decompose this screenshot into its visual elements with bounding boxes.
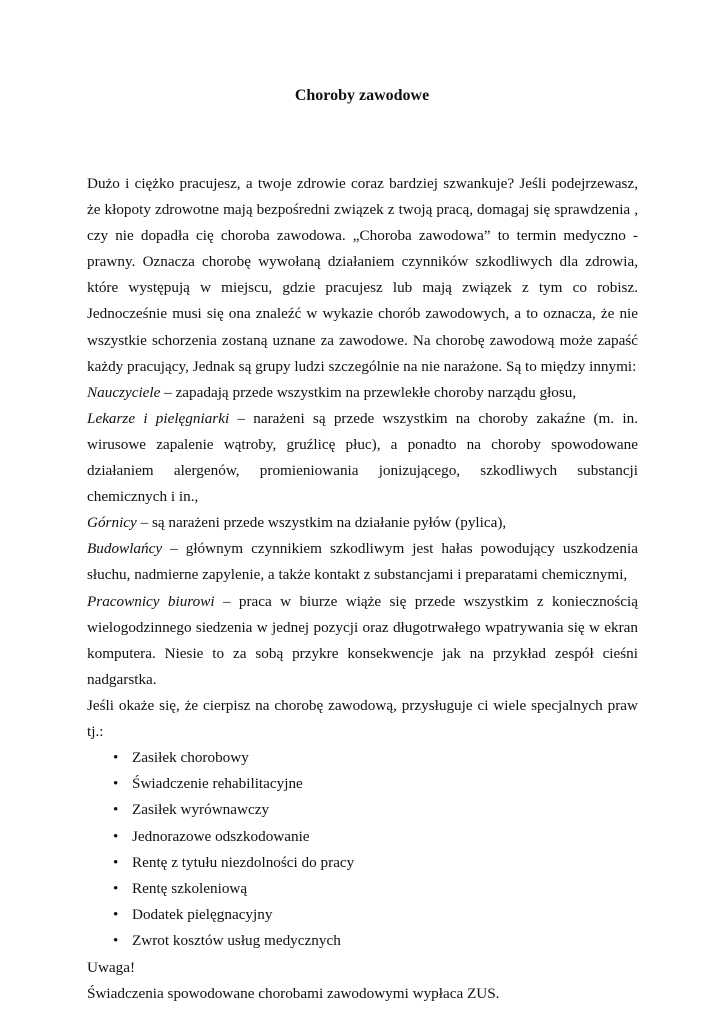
rights-list [87, 745, 638, 955]
bullet-icon: • [113, 775, 119, 793]
list-item-label: Jednorazowe odszkodowanie [132, 827, 310, 845]
group-paragraph [87, 589, 638, 693]
bullet-icon: • [113, 749, 119, 767]
group-name: Lekarze i pielęgniarki [87, 409, 230, 427]
page-title: Choroby zawodowe [294, 87, 430, 104]
list-item [87, 876, 638, 902]
group-name: Nauczyciele [87, 383, 161, 401]
group-name: Górnicy [87, 514, 137, 532]
group-name: Pracownicy biurowi [87, 592, 215, 610]
list-item-label: Zasiłek chorobowy [132, 749, 249, 767]
group-paragraph [87, 510, 638, 536]
bullet-icon: • [113, 880, 119, 898]
group-description: – są narażeni przede wszystkim na działanie pyłów (pylica), [136, 514, 507, 532]
bullet-icon: • [113, 801, 119, 819]
note-text: Świadczenia spowodowane chorobami zawodowymi wypłaca ZUS. [87, 984, 500, 1002]
list-item [87, 797, 638, 823]
list-item-label: Rentę szkoleniową [132, 880, 248, 898]
list-item [87, 850, 638, 876]
group-paragraph [87, 406, 638, 510]
document-body [87, 171, 638, 1007]
list-item [87, 824, 638, 850]
group-paragraph [87, 536, 638, 588]
list-item [87, 928, 638, 954]
group-name: Budowlańcy [87, 540, 163, 558]
note-label: Uwaga! [87, 958, 136, 976]
list-item [87, 902, 638, 928]
rights-intro: Jeśli okaże się, że cierpisz na chorobę zawodową, przysługuje ci wiele specjalnych praw tj.: [87, 696, 638, 740]
intro-paragraph: Dużo i ciężko pracujesz, a twoje zdrowie coraz bardziej szwankuje? Jeśli podejrzewasz, że kłopoty zdrowotne mają bezpośredni związek z twoją pracą, domagaj się sprawdzenia , czy nie dopadła cię choroba zawodowa. „Choroba zawodowa” to termin medyczno - prawny. Oznacza chorobę wywołaną działaniem czynników szkodliwych dla zdrowia, które występują w miejscu, gdzie pracujesz lub mają związek z tym co robisz. Jednocześnie musi się ona znaleźć w wykazie chorób zawodowych, a to oznacza, że nie wszystkie schorzenia zostaną uznane za zawodowe. Na chorobę zawodową może zapaść każdy pracujący, Jednak są grupy ludzi szczególnie na nie narażone. Są to między innymi: [87, 175, 638, 375]
bullet-icon: • [113, 906, 119, 924]
list-item-label: Rentę z tytułu niezdolności do pracy [132, 853, 355, 871]
list-item-label: Zasiłek wyrównawczy [132, 801, 270, 819]
bullet-icon: • [113, 932, 119, 950]
group-description: – zapadają przede wszystkim na przewlekłe choroby narządu głosu, [160, 383, 577, 401]
list-item [87, 771, 638, 797]
bullet-icon: • [113, 827, 119, 845]
bullet-icon: • [113, 853, 119, 871]
list-item-label: Zwrot kosztów usług medycznych [132, 932, 341, 950]
group-paragraph [87, 380, 638, 406]
list-item [87, 745, 638, 771]
group-description: – praca w biurze wiąże się przede wszystkim z koniecznością wielogodzinnego siedzenia w jednej pozycji oraz długotrwałego wpatrywania się w ekran komputera. Niesie to za sobą przykre konsekwencje jak na przykład zespół cieśni nadgarstka. [87, 592, 638, 688]
list-item-label: Dodatek pielęgnacyjny [132, 906, 273, 924]
group-description: – narażeni są przede wszystkim na choroby zakaźne (m. in. wirusowe zapalenie wątroby, gruźlicę płuc), a ponadto na choroby spowodowane działaniem alergenów, promieniowania jonizującego, szkodliwych substancji chemicznych i in., [87, 409, 638, 506]
group-description: – głównym czynnikiem szkodliwym jest hałas powodujący uszkodzenia słuchu, nadmierne zapylenie, a także kontakt z substancjami i preparatami chemicznymi, [87, 540, 638, 584]
list-item-label: Świadczenie rehabilitacyjne [132, 775, 303, 793]
